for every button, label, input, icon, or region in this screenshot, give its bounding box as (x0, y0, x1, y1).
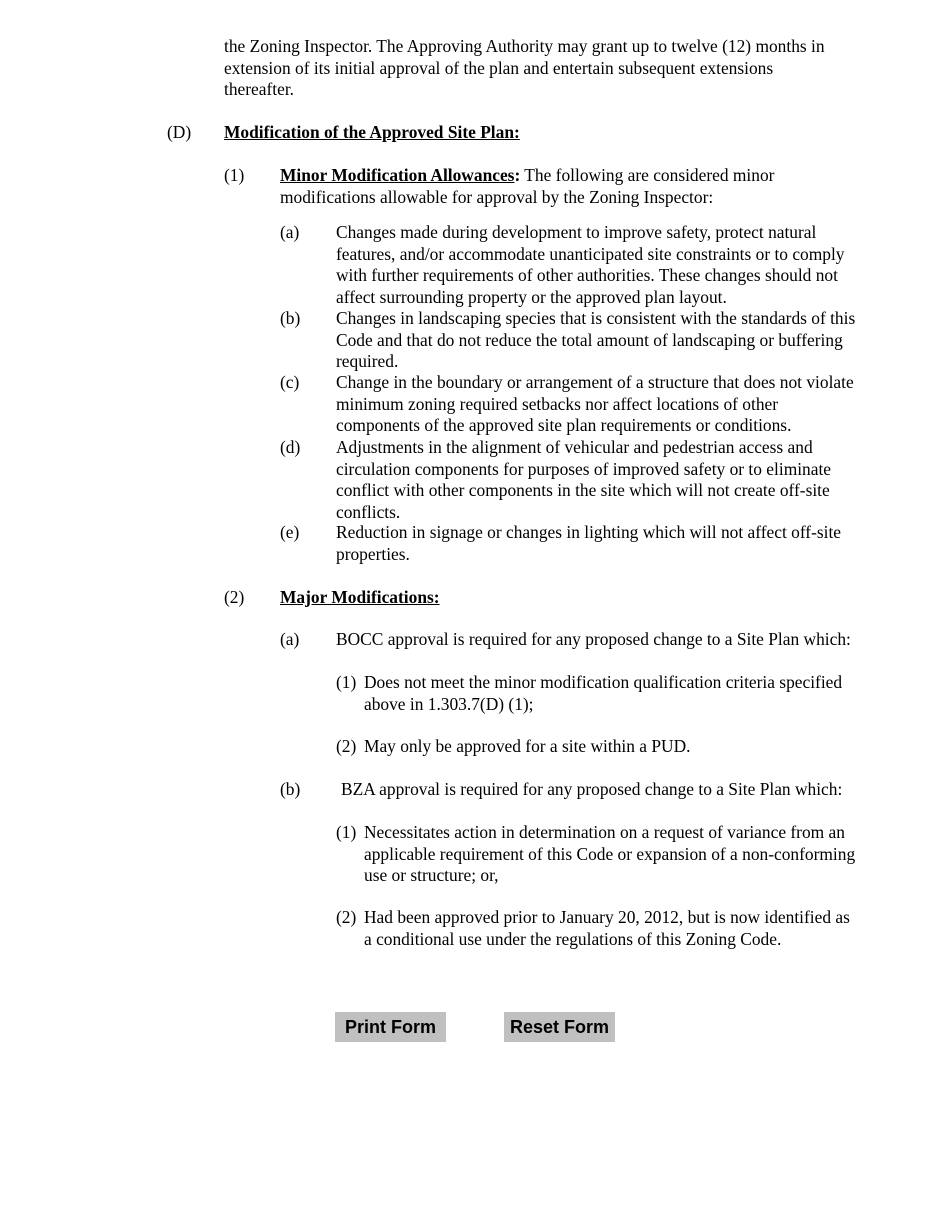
major-item-b-text: BZA approval is required for any proposed change to a Site Plan which: (341, 779, 843, 799)
minor-item-a (336, 222, 845, 308)
list-item-line: Had been approved prior to January 20, 2012, but is now identified as (364, 907, 850, 927)
list-item-line: Changes in landscaping species that is consistent with the standards of this (336, 308, 856, 328)
minor-item-b (336, 308, 855, 373)
list-item-line: with further requirements of other authorities. These changes should not (336, 265, 838, 286)
list-item-line: conflicts. (336, 501, 401, 522)
minor-marker: (1) (224, 165, 245, 185)
minor-item-e-marker: (e) (280, 522, 300, 542)
minor-item-c-marker: (c) (280, 372, 300, 392)
intro-paragraph (224, 36, 825, 101)
list-item-line: Reduction in signage or changes in lighting which will not affect off-site (336, 522, 842, 542)
list-item-line: a conditional use under the regulations of this Zoning Code. (364, 928, 782, 949)
list-item-line: conflict with other components in the site which will not create off-site (336, 480, 830, 501)
minor-item-e (336, 522, 841, 565)
major-a-sub-2 (364, 736, 691, 758)
major-marker: (2) (224, 587, 245, 607)
major-a-sub-2-marker: (2) (336, 736, 357, 756)
list-item-line: May only be approved for a site within a PUD. (364, 736, 691, 756)
minor-intro-text: The following are considered minor (520, 165, 775, 185)
list-item-line: use or structure; or, (364, 865, 499, 886)
list-item-line: above in 1.303.7(D) (1); (364, 693, 534, 714)
major-item-a-marker: (a) (280, 629, 300, 649)
print-form-button[interactable]: Print Form (335, 1012, 446, 1042)
reset-form-button[interactable]: Reset Form (504, 1012, 615, 1042)
major-b-sub-1-marker: (1) (336, 822, 357, 842)
intro-line: thereafter. (224, 79, 294, 100)
major-a-sub-1 (364, 672, 842, 715)
section-d-heading: Modification of the Approved Site Plan: (224, 122, 520, 142)
section-d-marker: (D) (167, 122, 192, 142)
major-item-b-marker: (b) (280, 779, 301, 799)
major-b-sub-2 (364, 907, 850, 950)
minor-heading-colon: : (514, 165, 521, 185)
list-item-line: applicable requirement of this Code or expansion of a non-conforming (364, 843, 856, 864)
list-item-line: required. (336, 351, 399, 372)
list-item-line: Necessitates action in determination on a request of variance from an (364, 822, 845, 842)
list-item-line: minimum zoning required setbacks nor affect locations of other (336, 393, 779, 414)
minor-heading: Minor Modification Allowances (280, 165, 515, 185)
list-item-line: Code and that do not reduce the total amount of landscaping or buffering (336, 329, 843, 350)
minor-intro (280, 165, 774, 208)
major-heading: Major Modifications: (280, 587, 440, 607)
intro-line: extension of its initial approval of the plan and entertain subsequent extensions (224, 57, 774, 78)
minor-item-d (336, 437, 831, 523)
minor-item-b-marker: (b) (280, 308, 301, 328)
list-item-line: components of the approved site plan requirements or conditions. (336, 415, 792, 436)
list-item-line: affect surrounding property or the approved plan layout. (336, 286, 727, 307)
minor-intro-line: modifications allowable for approval by the Zoning Inspector: (280, 186, 714, 207)
minor-item-c (336, 372, 854, 437)
minor-item-a-marker: (a) (280, 222, 300, 242)
list-item-line: Changes made during development to improve safety, protect natural (336, 222, 817, 242)
major-a-sub-1-marker: (1) (336, 672, 357, 692)
list-item-line: Adjustments in the alignment of vehicular and pedestrian access and (336, 437, 813, 457)
major-b-sub-2-marker: (2) (336, 907, 357, 927)
list-item-line: features, and/or accommodate unanticipated site constraints or to comply (336, 243, 845, 264)
list-item-line: Change in the boundary or arrangement of a structure that does not violate (336, 372, 854, 392)
minor-item-d-marker: (d) (280, 437, 301, 457)
list-item-line: circulation components for purposes of improved safety or to eliminate (336, 458, 832, 479)
list-item-line: Does not meet the minor modification qualification criteria specified (364, 672, 843, 692)
list-item-line: properties. (336, 543, 410, 564)
major-b-sub-1 (364, 822, 855, 887)
major-item-a-text: BOCC approval is required for any proposed change to a Site Plan which: (336, 629, 851, 649)
intro-line: the Zoning Inspector. The Approving Authority may grant up to twelve (12) months in (224, 36, 825, 56)
